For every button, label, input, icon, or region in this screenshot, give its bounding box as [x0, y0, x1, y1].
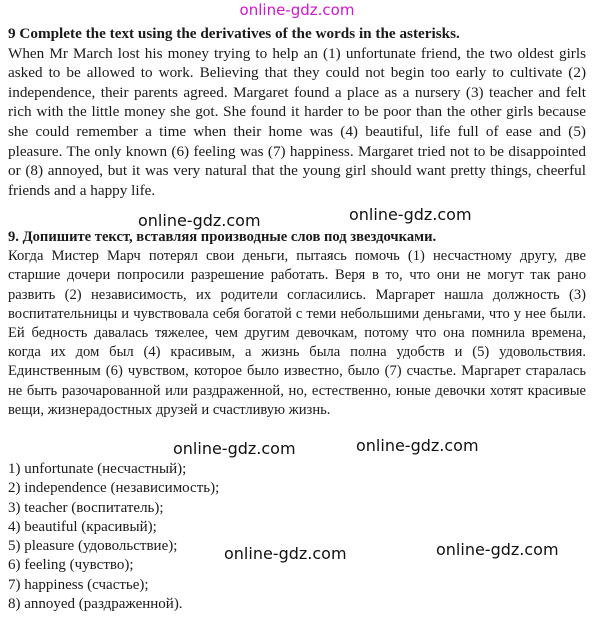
answer-item: 3) teacher (воспитатель); [8, 499, 164, 516]
exercise-russian-body [8, 228, 586, 420]
watermark: online-gdz.com [356, 436, 479, 455]
answer-item: 2) independence (независимость); [8, 480, 220, 497]
answer-list [8, 460, 219, 614]
watermark: online-gdz.com [173, 439, 296, 458]
answer-item: 5) pleasure (удовольствие); [8, 538, 178, 555]
watermark: online-gdz.com [349, 205, 472, 224]
exercise-russian-text: Когда Мистер Марч потерял свои деньги, пытаясь помочь (1) несчастному другу, две старшие дочери попросили разрешение работать. Веря в то, что они не могут так рано развить (2) независимость, их родители согласились. Маргарет нашла должность (3) воспитательницы и чувствовала себя богатой с теми небольшими деньгами, что у нее были. Ей бедность давалась тяжелее, чем другим девочкам, потому что она помнила времена, когда их дом был (4) красивым, а жизнь была полна удобств и (5) удовольствия. Единственным (6) чувством, которое было известно, было (7) счастье. Маргарет старалась не быть разочарованной или раздраженной, но, естественно, юные девочки хотят красивые вещи, жизнерадостных друзей и счастливую жизнь. [8, 248, 586, 418]
answer-item: 8) annoyed (раздраженной). [8, 596, 183, 613]
answer-item: 1) unfortunate (несчастный); [8, 461, 187, 477]
watermark: online-gdz.com [224, 544, 347, 563]
watermark: online-gdz.com [138, 211, 261, 230]
exercise-english-heading: 9 Complete the text using the derivatives of the words in the asterisks. [8, 25, 460, 42]
exercise-russian [8, 228, 586, 420]
answer-item: 4) beautiful (красивый); [8, 518, 157, 535]
watermark-top: online-gdz.com [239, 1, 355, 19]
exercise-english-text: When Mr March lost his money trying to help an (1) unfortunate friend, the two oldest girls asked to be allowed to work. Believing that they could not begin too early to cultivate (2) independence, their parents agreed. Margaret found a place as a nursery (3) teacher and felt rich with the little money she got. She found it harder to be poor than the other girls because she could remember a time when their home was (4) beautiful, life full of ease and (5) pleasure. The only known (6) feeling was (7) happiness. Margaret tried not to be disappointed or (8) annoyed, but it was very natural that the young girl should want pretty things, cheerful friends and a happy life. [8, 44, 586, 199]
exercise-russian-heading: 9. Допишите текст, вставляя производные слов под звездочками. [8, 229, 437, 245]
exercise-english-body [8, 24, 586, 200]
exercise-english [8, 24, 586, 200]
answer-item: 6) feeling (чувство); [8, 557, 134, 574]
answer-item: 7) happiness (счастье); [8, 576, 149, 593]
watermark: online-gdz.com [436, 540, 559, 559]
